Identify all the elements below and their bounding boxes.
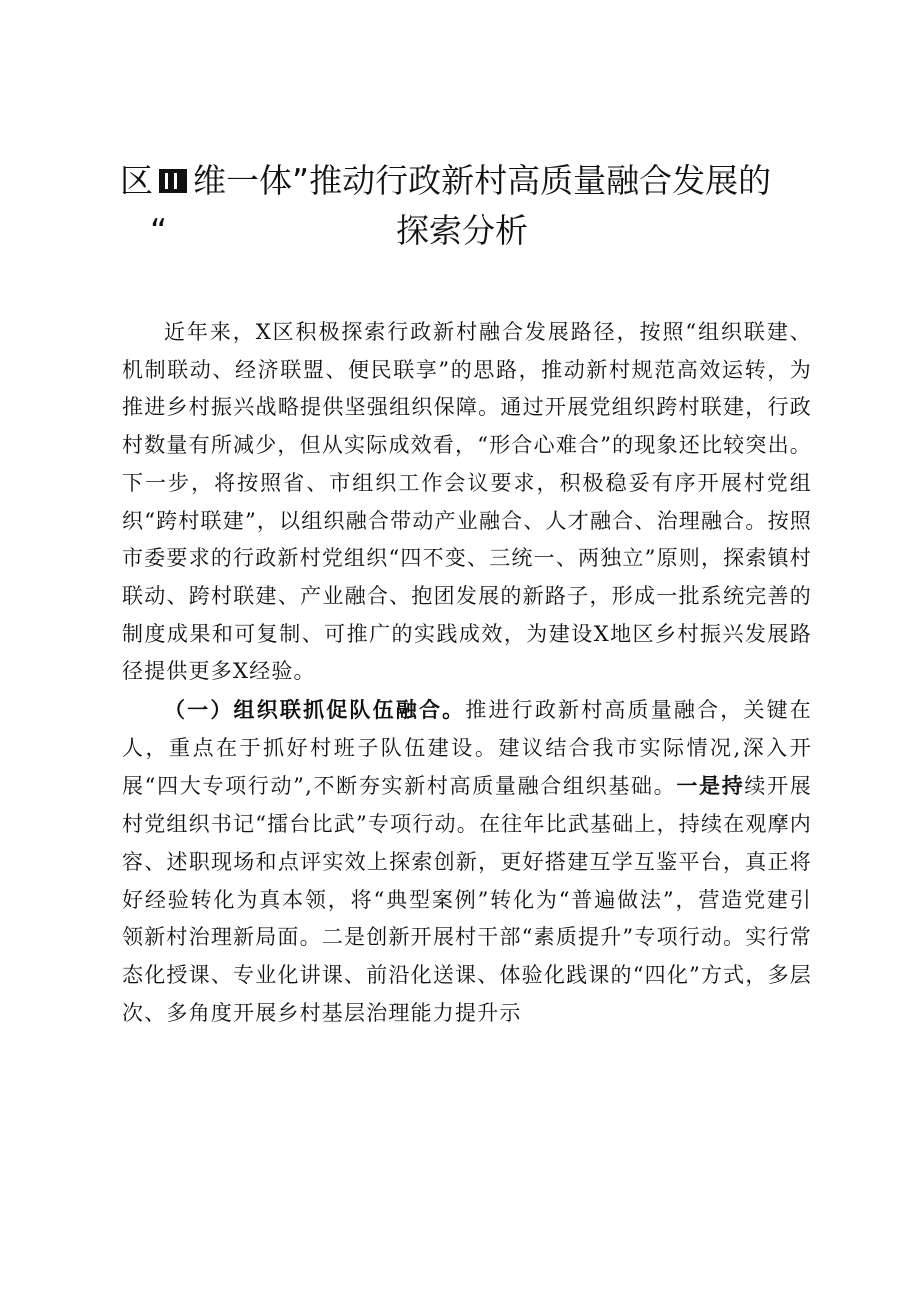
title-open-quote: “ — [150, 211, 168, 250]
document-title — [120, 156, 800, 256]
title-line2-text: 探索分析 — [396, 211, 528, 250]
title-line-1 — [120, 156, 800, 206]
title-line1-text: 维一体”推动行政新村高质量融合发展的 — [193, 161, 772, 200]
section-paragraph — [122, 691, 812, 1032]
title-obscured-glyph-icon — [159, 169, 187, 193]
section-text-1: 推进行政新村高质量融合，关键在人，重点在于抓好村班子队伍建设。建议结合我市实际情况,深入开展“四大专项行动”,不断夯实新村高质量融合组织基础。 — [122, 698, 812, 799]
title-prefix: 区 — [120, 161, 153, 200]
document-body — [122, 314, 812, 1032]
section-text-2: 续开展村党组织书记“擂台比武”专项行动。在往年比武基础上，持续在观摩内容、述职现场和点评实效上探索创新，更好搭建互学互鉴平台，真正将好经验转化为真本领，将“典型案例”转化为“普遍做法”，营造党建引领新村治理新局面。二是创新开展村干部“素质提升”专项行动。实行常态化授课、专业化讲课、前沿化送课、体验化践课的“四化”方式，多层次、多角度开展乡村基层治理能力提升示 — [122, 774, 812, 1025]
section-heading: （一）组织联抓促队伍融合。 — [164, 697, 466, 723]
intro-paragraph — [122, 314, 812, 691]
section-point-label: 一是持 — [676, 773, 745, 799]
intro-text: 近年来，X区积极探索行政新村融合发展路径，按照“组织联建、机制联动、经济联盟、便民联享”的思路，推动新村规范高效运转，为推进乡村振兴战略提供坚强组织保障。通过开展党组织跨村联建，行政村数量有所减少，但从实际成效看，“形合心难合”的现象还比较突出。下一步，将按照省、市组织工作会议要求，积极稳妥有序开展村党组织“跨村联建”，以组织融合带动产业融合、人才融合、治理融合。按照市委要求的行政新村党组织“四不变、三统一、两独立”原则，探索镇村联动、跨村联建、产业融合、抱团发展的新路子，形成一批系统完善的制度成果和可复制、可推广的实践成效，为建设X地区乡村振兴发展路径提供更多X经验。 — [122, 320, 812, 684]
title-line-2 — [120, 206, 800, 256]
